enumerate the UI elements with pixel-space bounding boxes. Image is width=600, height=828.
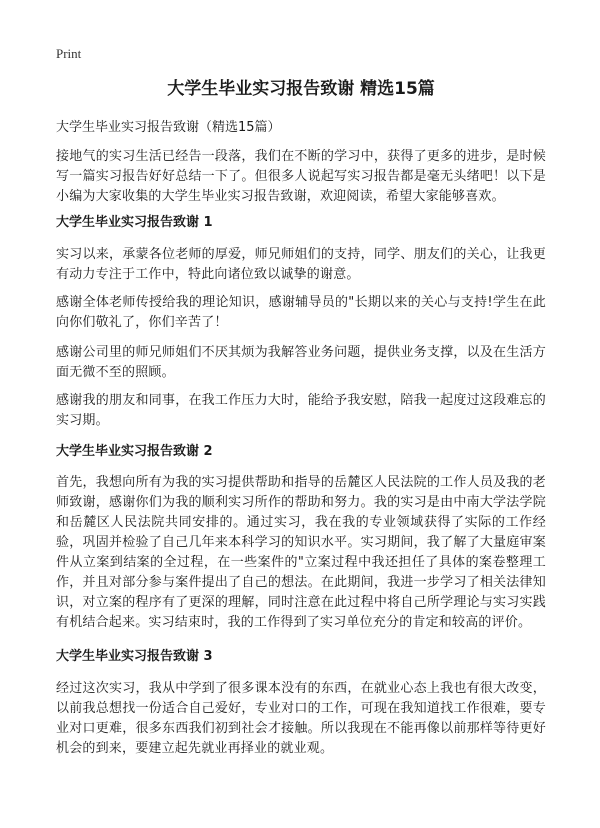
section-1-paragraph-1: 实习以来，承蒙各位老师的厚爱，师兄师姐们的支持，同学、朋友们的关心，让我更有动力专注于工作中，特此向诸位致以诚挚的谢意。	[56, 247, 546, 282]
section-heading-2: 大学生毕业实习报告致谢 2	[56, 444, 213, 459]
section-heading-3: 大学生毕业实习报告致谢 3	[56, 649, 213, 664]
section-3-paragraph-1: 经过这次实习，我从中学到了很多课本没有的东西，在就业心态上我也有很大改变，以前我总想找一份适合自己爱好，专业对口的工作，可现在我知道找工作很难，要专业对口更难，很多东西我们初到社会才接触。所以我现在不能再像以前那样等待更好机会的到来，要建立起先就业再择业的就业观。	[56, 681, 546, 756]
section-1-paragraph-2: 感谢全体老师传授给我的理论知识，感谢辅导员的"长期以来的关心与支持!学生在此向你们敬礼了，你们辛苦了！	[56, 295, 546, 330]
intro-paragraph: 接地气的实习生活已经告一段落，我们在不断的学习中，获得了更多的进步，是时候写一篇实习报告好好总结一下了。但很多人说起写实习报告都是毫无头绪吧！以下是小编为大家收集的大学生毕业实习报告致谢，欢迎阅读，希望大家能够喜欢。	[56, 149, 546, 204]
section-1-paragraph-4: 感谢我的朋友和同事，在我工作压力大时，能给予我安慰，陪我一起度过这段难忘的实习期。	[56, 393, 546, 428]
document-subtitle: 大学生毕业实习报告致谢（精选15篇）	[56, 120, 281, 135]
page-title: 大学生毕业实习报告致谢 精选15篇	[167, 79, 435, 99]
print-link[interactable]: Print	[56, 46, 82, 61]
section-1-paragraph-3: 感谢公司里的师兄师姐们不厌其烦为我解答业务问题，提供业务支撑，以及在生活方面无微不至的照顾。	[56, 345, 546, 380]
section-heading-1: 大学生毕业实习报告致谢 1	[56, 215, 213, 230]
section-2-paragraph-1: 首先，我想向所有为我的实习提供帮助和指导的岳麓区人民法院的工作人员及我的老师致谢，感谢你们为我的顺利实习所作的帮助和努力。我的实习是由中南大学法学院和岳麓区人民法院共同安排的。通过实习，我在我的专业领域获得了实际的工作经验，巩固并检验了自己几年来本科学习的知识水平。实习期间，我了解了大量庭审案件从立案到结案的全过程，在一些案件的"立案过程中我还担任了具体的案卷整理工作，并且对部分参与案件提出了自己的想法。在此期间，我进一步学习了相关法律知识，对立案的程序有了更深的理解，同时注意在此过程中将自己所学理论与实习实践有机结合起来。实习结束时，我的工作得到了实习单位充分的肯定和较高的评价。	[56, 475, 546, 630]
